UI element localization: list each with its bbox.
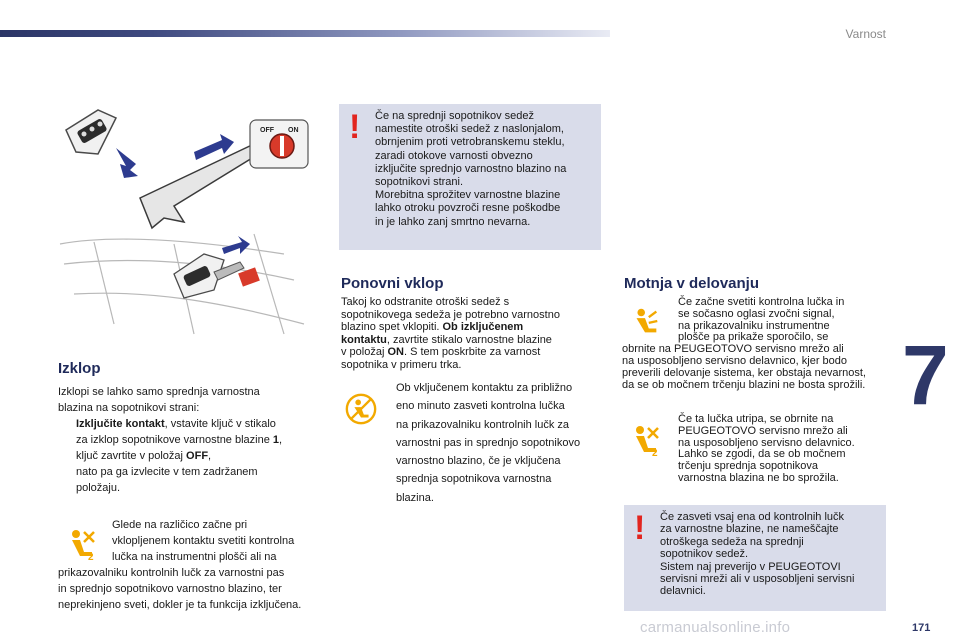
motnja-note-2: Če ta lučka utripa, se obrnite na PEUGEOTOVO servisno mrežo ali na usposobljeno servisno delavnico. Lahko se zgodi, da se ob močnem trčenju sprednja sopotnikova varnostna blazina ne bo sprožila. xyxy=(678,413,855,484)
list-item: Izključite kontakt, vstavite ključ v stikalo za izklop sopotnikove varnostne blazine 1, xyxy=(76,418,283,446)
warning-icon: ! xyxy=(634,509,646,547)
izklop-note: Glede na različico začne pri vklopljenem kontaktu svetiti kontrolna lučka na instrumentni plošči ali na prikazovalniku kontrolnih lučk za varnostni pas in sprednjo sopotnikovo varnostno blazino, ter neprekinjeno sveti, dokler je ta funkcija izključena. xyxy=(58,519,302,611)
ponovni-vklop-text: Takoj ko odstranite otroški sedež s sopotnikovega sedeža je potrebno varnostno blazino spet vklopiti. Ob izključenem kontaktu, zavrtite stikalo varnostne blazine v položaj ON. S tem poskrbite za varnost sopotnika v primeru trka. xyxy=(341,296,560,371)
section-title: Varnost xyxy=(845,27,886,41)
ponovni-vklop-note: Ob vključenem kontaktu za približno eno minuto zasveti kontrolna lučka na prikazovalniku kontrolnih lučk za varnostni pas in sprednjo sopotnikovo varnostno blazino, če je vključena sprednja sopotnikova varnostna blazina. xyxy=(396,382,581,504)
ponovni-vklop-heading: Ponovni vklop xyxy=(341,275,444,292)
svg-text:OFF: OFF xyxy=(260,127,274,134)
airbag-off-warning-light-icon xyxy=(628,422,664,458)
izklop-steps xyxy=(58,416,328,496)
izklop-intro: Izklopi se lahko samo sprednja varnostna blazina na sopotnikovi strani: xyxy=(58,386,260,414)
watermark: carmanualsonline.info xyxy=(640,619,791,636)
key-fob-lower-icon xyxy=(174,254,244,298)
airbag-on-warning-light-icon xyxy=(344,392,378,426)
motnja-heading: Motnja v delovanju xyxy=(624,275,760,292)
warning-box-child-seat xyxy=(339,104,601,250)
chapter-number: 7 xyxy=(902,328,949,422)
airbag-key-switch-illustration xyxy=(54,94,324,344)
svg-text:2: 2 xyxy=(652,448,658,458)
warning-text: Če zasveti vsaj ena od kontrolnih lučk za varnostne blazine, ne nameščajte otroškega sedeža na sprednji sopotnikov sedež. Sistem naj preverijo v PEUGEOTOVI servisni mreži ali v usposobljeni servisni delavnici. xyxy=(660,511,855,598)
warning-text: Če na sprednji sopotnikov sedež namestite otroški sedež z naslonjalom, obrnjenim proti vetrobranskemu steklu, zaradi otokove varnosti obvezno izključite sprednjo varnostno blazino na sopotnikovi strani. Morebitna sprožitev varnostne blazine lahko otroku povzroči resne poškodbe in je lahko zanj smrtno nevarna. xyxy=(375,110,567,228)
motnja-note-1: Če začne svetiti kontrolna lučka in se sočasno oglasi zvočni signal, na prikazovalniku instrumentne plošče pa prikaže sporočilo, se obrnite na PEUGEOTOVO servisno mrežo ali na usposobljeno servisno delavnico, kjer bodo preverili delovanje sistema, ker obstaja nevarnost, da se ob močnem trčenju blazini ne bosta sprožili. xyxy=(622,296,866,391)
list-item: ključ zavrtite v položaj OFF, xyxy=(76,450,212,462)
list-item: nato pa ga izvlecite v tem zadržanem položaju. xyxy=(76,466,258,494)
airbag-switch-icon xyxy=(250,120,308,168)
header-bar xyxy=(0,30,610,37)
warning-box-fault xyxy=(624,505,886,611)
arrow-icon xyxy=(222,236,250,254)
izklop-heading: Izklop xyxy=(58,360,101,377)
svg-text:ON: ON xyxy=(288,127,299,134)
warning-icon: ! xyxy=(349,108,361,146)
key-fob-icon xyxy=(66,110,116,154)
page-number: 171 xyxy=(912,622,931,634)
svg-text:2: 2 xyxy=(88,552,94,562)
